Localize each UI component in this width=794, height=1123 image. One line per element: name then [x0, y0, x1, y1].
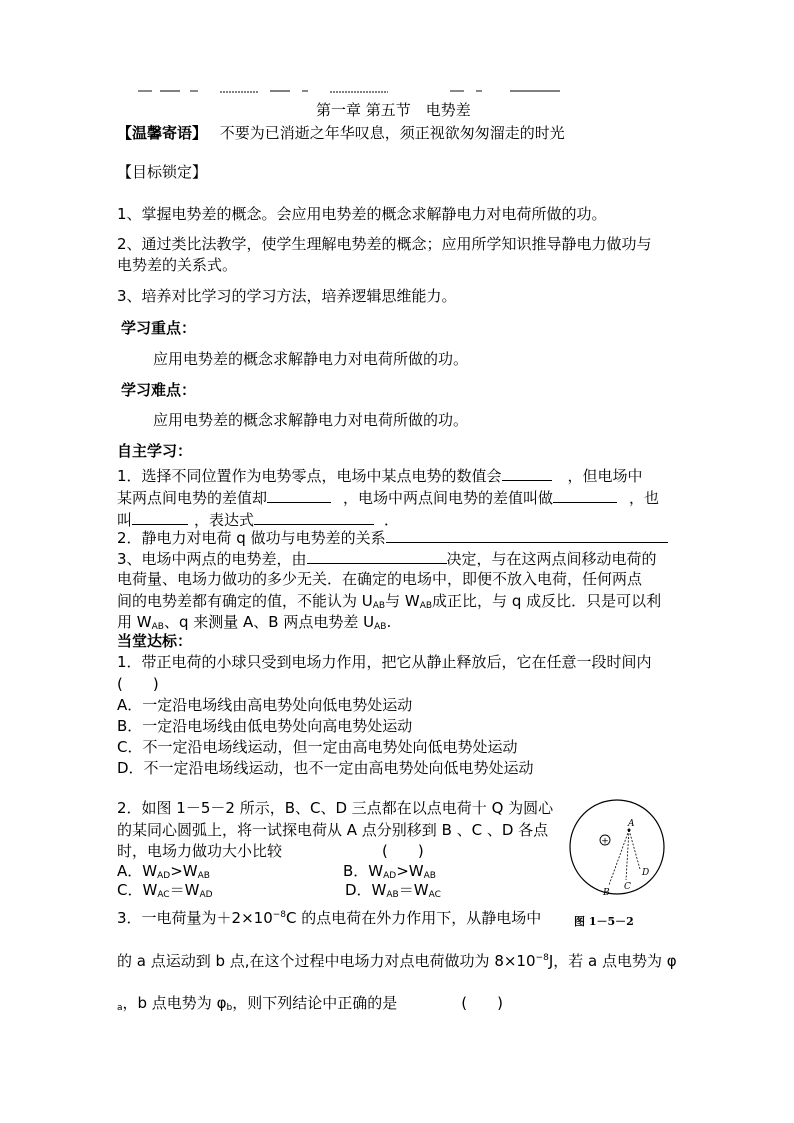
in-class-heading: 当堂达标： — [117, 632, 193, 650]
goal-item-3: 3、培养对比学习的学习方法，培养逻辑思维能力。 — [117, 287, 457, 305]
opt-text: B．W — [343, 862, 384, 880]
q2-text: 2．静电力对电荷 q 做功与电势差的关系 — [117, 529, 386, 547]
answer-blank[interactable] — [254, 509, 374, 525]
q1-text-b: ，但电场中 — [567, 467, 643, 485]
q1-text-g: ，表达式 — [194, 511, 255, 529]
circle-figure — [562, 797, 672, 907]
q3-text-d: J，若 a 点电势为 φ — [548, 952, 677, 970]
self-study-heading: 自主学习： — [117, 442, 193, 460]
difficult-points-heading: 学习难点： — [121, 381, 197, 399]
page-title: 第一章 第五节 电势差 — [316, 101, 471, 119]
plus-sign: + — [601, 836, 609, 847]
q3-text-f: 用 W — [117, 613, 152, 631]
q3-text-c: 的 a 点运动到 b 点,在这个过程中电场力对点电荷做功为 8×10 — [117, 952, 536, 970]
q3-text-b: C 的点电荷在外力作用下，从静电场中 — [286, 909, 542, 927]
goals-heading: 【目标锁定】 — [117, 163, 208, 181]
difficult-points-text: 应用电势差的概念求解静电力对电荷所做的功。 — [153, 411, 469, 429]
in-class-q2-line3 — [117, 842, 424, 860]
self-study-q2 — [117, 527, 668, 547]
sub-a: a — [117, 1003, 123, 1013]
in-class-q2-line1: 2．如图 1－5－2 所示，B、C、D 三点都在以点电荷十 Q 为圆心 — [117, 799, 554, 817]
q3-text-h: . — [386, 613, 392, 631]
answer-blank[interactable] — [553, 487, 617, 503]
goal-item-2-cont: 电势差的关系式。 — [117, 256, 238, 274]
q3-text-d: 与 W — [385, 592, 420, 610]
label-c: C — [624, 882, 631, 892]
sub-ad: AD — [157, 871, 171, 881]
sub-ab: AB — [151, 622, 164, 632]
q3-text-g: 、q 来测量 A、B 两点电势差 U — [163, 613, 375, 631]
figure-caption: 图 1－5－2 — [574, 915, 634, 928]
q1-text-a: 1．选择不同位置作为电势零点，电场中某点电势的数值会 — [117, 467, 502, 485]
answer-paren[interactable]: ( ) — [461, 994, 503, 1012]
answer-blank[interactable] — [132, 509, 188, 525]
self-study-q1-line1 — [117, 465, 643, 485]
self-study-q3-line3 — [117, 592, 661, 610]
in-class-q3-line1 — [117, 909, 541, 927]
in-class-q2-option-a[interactable]: A．$W_{AD}>W_{AB}$ — [117, 862, 210, 881]
q2-stem-text: 时，电场力做功大小比较 — [117, 842, 283, 860]
sub-ab: AB — [374, 622, 387, 632]
q1-text-f: 叫 — [117, 511, 133, 529]
opt-text: C．W — [117, 881, 158, 899]
in-class-q2-option-c[interactable]: C．$W_{AC}=W_{AD}$ — [117, 881, 213, 900]
goal-item-1: 1、掌握电势差的概念。会应用电势差的概念求解静电力对电荷所做的功。 — [117, 205, 607, 223]
in-class-q1-paren[interactable]: ( ) — [117, 675, 159, 693]
motto — [117, 124, 565, 142]
opt-text: D．W — [345, 881, 387, 899]
exponent: −8 — [535, 953, 549, 963]
op-gt: > — [396, 862, 409, 880]
in-class-q1-option-c[interactable]: C．不一定沿电场线运动，但一定由高电势处向低电势处运动 — [117, 738, 518, 756]
sub-ac: AC — [428, 890, 441, 900]
sub-ab: AB — [423, 871, 436, 881]
label-b: B — [603, 888, 610, 898]
answer-blank[interactable] — [386, 527, 668, 543]
q3-text-e: 成正比，与 q 成反比．只是可以利 — [432, 592, 662, 610]
motto-text: 不要为已消逝之年华叹息，须正视欲匆匆溜走的时光 — [219, 124, 565, 142]
label-a: A — [628, 819, 635, 829]
label-d: D — [642, 868, 650, 878]
op-eq: ＝ — [398, 881, 414, 899]
in-class-q1-option-d[interactable]: D．不一定沿电场线运动，也不一定由高电势处向低电势处运动 — [117, 759, 534, 777]
q3-text-e: ，b 点电势为 φ — [122, 994, 227, 1012]
self-study-q3-line4 — [117, 613, 391, 631]
in-class-q1-stem: 1．带正电荷的小球只受到电场力作用，把它从静止释放后，它在任意一段时间内 — [117, 653, 652, 671]
op-eq: ＝ — [169, 881, 185, 899]
in-class-q2-line2: 的某同心圆弧上，将一试探电荷从 A 点分别移到 B 、C 、D 各点 — [117, 821, 549, 839]
sub-ac: AC — [157, 890, 170, 900]
q1-text-c: 某两点间电势的差值却 — [117, 489, 268, 507]
sub-b: b — [226, 1003, 233, 1013]
q3-text-c: 间的电势差都有确定的值，不能认为 U — [117, 592, 373, 610]
equipotential-circle — [570, 800, 664, 894]
q3-text-b: 决定，与在这两点间移动电荷的 — [446, 550, 657, 568]
q3-text-f: ，则下列结论中正确的是 — [232, 994, 398, 1012]
key-points-heading: 学习重点： — [121, 319, 197, 337]
opt-text: A．W — [117, 862, 158, 880]
q1-text-h: ． — [384, 511, 400, 529]
q1-text-d: ，电场中两点间电势的差值叫做 — [343, 489, 554, 507]
in-class-q2-option-b[interactable]: B．$W_{AD}>W_{AB}$ — [343, 862, 436, 881]
in-class-q3-line3 — [117, 994, 503, 1012]
self-study-q1-line3 — [117, 509, 399, 529]
q3-text-a: 3．一电荷量为＋2×10 — [117, 909, 273, 927]
sub-ab: AB — [197, 871, 210, 881]
in-class-q1-option-a[interactable]: A．一定沿电场线由高电势处向低电势处运动 — [117, 696, 413, 714]
sub-ab: AB — [372, 601, 386, 611]
motto-label: 【温馨寄语】 — [117, 124, 208, 142]
in-class-q3-line2 — [117, 952, 677, 970]
answer-paren[interactable]: ( ) — [382, 842, 424, 860]
sub-ad: AD — [383, 871, 397, 881]
header-scan-marks — [130, 86, 570, 96]
sub-ab: AB — [386, 890, 399, 900]
q1-text-e: ，也 — [629, 489, 660, 507]
exponent: −8 — [272, 910, 287, 920]
self-study-q3-line2: 电荷量、电场力做功的多少无关．在确定的电场中，即便不放入电荷，任何两点 — [117, 570, 643, 588]
sub-ad: AD — [199, 890, 213, 900]
answer-blank[interactable] — [267, 487, 331, 503]
answer-blank[interactable] — [502, 465, 552, 481]
in-class-q2-option-d[interactable]: D．$W_{AB}=W_{AC}$ — [345, 881, 441, 900]
answer-blank[interactable] — [307, 548, 447, 564]
q3-text-a: 3、电场中两点的电势差，由 — [117, 550, 307, 568]
op-gt: > — [170, 862, 183, 880]
in-class-q1-option-b[interactable]: B．一定沿电场线由低电势处向高电势处运动 — [117, 717, 413, 735]
self-study-q3-line1 — [117, 548, 657, 568]
sub-ab: AB — [419, 601, 433, 611]
goal-item-2: 2、通过类比法教学，使学生理解电势差的概念；应用所学知识推导静电力做功与 — [117, 235, 652, 253]
self-study-q1-line2 — [117, 487, 659, 507]
key-points-text: 应用电势差的概念求解静电力对电荷所做的功。 — [153, 350, 469, 368]
